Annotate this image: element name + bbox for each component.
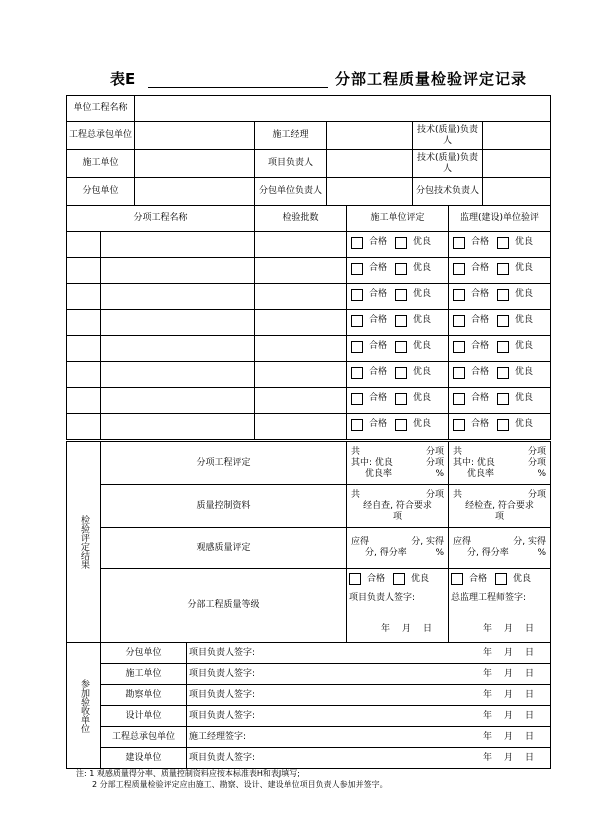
checkbox-icon[interactable] [497, 289, 509, 301]
grade-right-cell [449, 569, 551, 643]
construction-eval-cell [347, 362, 449, 388]
participant-row [67, 727, 551, 748]
construction-unit-field[interactable] [135, 150, 255, 178]
item-index-cell[interactable] [67, 284, 101, 310]
participant-unit: 建设单位 [101, 748, 187, 769]
eval-text: 经检查, 符合要求 [465, 500, 534, 511]
eval-text: 分项 [425, 446, 444, 457]
checkbox-icon[interactable] [451, 573, 463, 585]
checkbox-icon[interactable] [495, 573, 507, 585]
item-index-cell[interactable] [67, 232, 101, 258]
participant-unit: 工程总承包单位 [101, 727, 187, 748]
eval-text: % [537, 548, 546, 558]
participant-unit: 分包单位 [101, 643, 187, 664]
supervision-eval-cell [449, 310, 551, 336]
batch-count-cell[interactable] [255, 388, 347, 414]
checkbox-icon[interactable] [453, 263, 465, 275]
checkbox-icon[interactable] [453, 237, 465, 249]
eval-text: 应得 [351, 537, 370, 547]
sign-date[interactable]: 年 月 日 [482, 689, 534, 700]
construction-eval-cell [347, 414, 449, 440]
sign-label: 项目负责人签字: [189, 668, 256, 679]
eval-text: 分项 [527, 457, 546, 468]
item-row [67, 232, 551, 258]
general-contractor-label: 工程总承包单位 [67, 122, 135, 150]
checkbox-icon[interactable] [349, 573, 361, 585]
participant-row [67, 748, 551, 769]
grade-left-cell [347, 569, 449, 643]
eval-left-cell[interactable] [347, 442, 449, 485]
items-table [66, 205, 551, 440]
item-row [67, 362, 551, 388]
item-row [67, 310, 551, 336]
col-header-construction-eval: 施工单位评定 [347, 206, 449, 232]
item-index-cell[interactable] [67, 414, 101, 440]
participant-unit: 施工单位 [101, 664, 187, 685]
unit-project-name-label: 单位工程名称 [67, 96, 135, 122]
eval-text: 分项 [527, 489, 546, 500]
eval-text: 项 [494, 511, 504, 522]
checkbox-icon[interactable] [453, 341, 465, 353]
header-table [66, 95, 551, 206]
note-1: 注: 1 观感质量得分率、质量控制资料应按本标准表H和表J填写; [76, 769, 300, 778]
checkbox-icon[interactable] [497, 263, 509, 275]
batch-count-cell[interactable] [255, 258, 347, 284]
batch-count-cell[interactable] [255, 232, 347, 258]
participant-row [67, 643, 551, 664]
item-name-cell[interactable] [101, 336, 255, 362]
checkbox-icon[interactable] [395, 419, 407, 431]
item-index-cell[interactable] [67, 388, 101, 414]
checkbox-icon[interactable] [395, 341, 407, 353]
construction-option-excellent[interactable]: 优良 [395, 341, 431, 353]
evaluation-table [66, 441, 551, 643]
item-name-cell[interactable] [101, 284, 255, 310]
grade-left-excellent[interactable]: 优良 [393, 573, 429, 585]
unit-project-name-field[interactable] [135, 96, 551, 122]
supervision-eval-cell [449, 336, 551, 362]
checkbox-icon[interactable] [395, 315, 407, 327]
grade-left-pass[interactable]: 合格 [349, 573, 385, 585]
item-row [67, 258, 551, 284]
sign-date[interactable]: 年 月 日 [482, 752, 534, 763]
grade-right-excellent[interactable]: 优良 [495, 573, 531, 585]
construction-option-excellent[interactable]: 优良 [395, 315, 431, 327]
eval-text: 经自查, 符合要求 [363, 500, 432, 511]
supervision-eval-cell [449, 258, 551, 284]
eval-text: 应得 [453, 537, 472, 547]
participants-side-label: 参加验收单位 [67, 643, 101, 769]
construction-manager-label: 施工经理 [255, 122, 327, 150]
sub-tech-lead-label: 分包技术负责人 [413, 178, 483, 206]
checkbox-icon[interactable] [351, 367, 363, 379]
participant-sign-cell[interactable] [187, 664, 551, 685]
construction-unit-label: 施工单位 [67, 150, 135, 178]
construction-eval-cell [347, 284, 449, 310]
batch-count-cell[interactable] [255, 284, 347, 310]
item-index-cell[interactable] [67, 258, 101, 284]
supervision-option-pass[interactable]: 合格 [453, 393, 489, 405]
title-main: 分部工程质量检验评定记录 [335, 70, 528, 88]
checkbox-icon[interactable] [395, 237, 407, 249]
item-row [67, 336, 551, 362]
eval-text: 分, 得分率 [365, 548, 407, 558]
construction-eval-cell [347, 258, 449, 284]
checkbox-icon[interactable] [351, 341, 363, 353]
checkbox-icon[interactable] [351, 419, 363, 431]
eval-left-cell[interactable] [347, 485, 449, 528]
checkbox-icon[interactable] [497, 237, 509, 249]
supervision-option-pass[interactable]: 合格 [453, 419, 489, 431]
grade-label: 分部工程质量等级 [101, 569, 347, 643]
checkbox-icon[interactable] [453, 289, 465, 301]
eval-text: % [537, 468, 546, 479]
sub-lead-label: 分包单位负责人 [255, 178, 327, 206]
construction-eval-cell [347, 388, 449, 414]
title-prefix: 表E [110, 70, 136, 88]
construction-option-excellent[interactable]: 优良 [395, 289, 431, 301]
sign-date[interactable]: 年 月 日 [482, 731, 534, 742]
batch-count-cell[interactable] [255, 336, 347, 362]
checkbox-icon[interactable] [453, 419, 465, 431]
construction-option-pass[interactable]: 合格 [351, 237, 387, 249]
eval-text: 其中: 优良 [453, 457, 495, 468]
item-name-cell[interactable] [101, 388, 255, 414]
construction-option-pass[interactable]: 合格 [351, 367, 387, 379]
eval-text: 分, 实得 [411, 537, 444, 547]
construction-option-pass[interactable]: 合格 [351, 341, 387, 353]
eval-text: 分项 [425, 457, 444, 468]
item-name-cell[interactable] [101, 232, 255, 258]
left-date[interactable]: 年 月 日 [380, 624, 432, 634]
eval-text: 共 [351, 446, 361, 457]
checkbox-icon[interactable] [497, 367, 509, 379]
checkbox-icon[interactable] [453, 393, 465, 405]
checkbox-icon[interactable] [393, 573, 405, 585]
participant-unit: 勘察单位 [101, 685, 187, 706]
tech-lead2-label: 技术(质量)负责人 [413, 150, 483, 178]
grade-right-pass[interactable]: 合格 [451, 573, 487, 585]
checkbox-icon[interactable] [497, 419, 509, 431]
participant-sign-cell[interactable] [187, 643, 551, 664]
eval-text: 分, 实得 [513, 537, 546, 547]
col-header-batch-count: 检验批数 [255, 206, 347, 232]
participant-row [67, 706, 551, 727]
supervision-option-pass[interactable]: 合格 [453, 237, 489, 249]
sub-lead-field[interactable] [327, 178, 413, 206]
eval-row-label: 分项工程评定 [101, 442, 347, 485]
eval-text: 其中: 优良 [351, 457, 393, 468]
construction-option-excellent[interactable]: 优良 [395, 419, 431, 431]
checkbox-icon[interactable] [351, 237, 363, 249]
item-name-cell[interactable] [101, 258, 255, 284]
item-name-cell[interactable] [101, 362, 255, 388]
construction-option-excellent[interactable]: 优良 [395, 393, 431, 405]
eval-right-cell[interactable] [449, 442, 551, 485]
sub-tech-lead-field[interactable] [483, 178, 551, 206]
participant-row [67, 664, 551, 685]
sign-label: 项目负责人签字: [189, 647, 256, 658]
construction-eval-cell [347, 232, 449, 258]
construction-option-excellent[interactable]: 优良 [395, 263, 431, 275]
supervision-option-pass[interactable]: 合格 [453, 315, 489, 327]
tech-lead2-field[interactable] [483, 150, 551, 178]
participant-unit: 设计单位 [101, 706, 187, 727]
sub-unit-field[interactable] [135, 178, 255, 206]
participant-sign-cell[interactable] [187, 748, 551, 769]
sign-date[interactable]: 年 月 日 [482, 668, 534, 679]
sign-label: 项目负责人签字: [189, 752, 256, 763]
checkbox-icon[interactable] [351, 315, 363, 327]
eval-right-cell[interactable] [449, 485, 551, 528]
checkbox-icon[interactable] [497, 341, 509, 353]
supervision-option-excellent[interactable]: 优良 [497, 367, 533, 379]
sign-label: 施工经理签字: [189, 731, 247, 742]
item-index-cell[interactable] [67, 336, 101, 362]
eval-text: 共 [453, 446, 463, 457]
participant-sign-cell[interactable] [187, 706, 551, 727]
item-name-cell[interactable] [101, 310, 255, 336]
item-row [67, 284, 551, 310]
participant-sign-cell[interactable] [187, 685, 551, 706]
item-name-cell[interactable] [101, 414, 255, 440]
supervision-eval-cell [449, 362, 551, 388]
right-sign-label: 总监理工程师签字: [451, 593, 527, 603]
eval-right-cell[interactable] [449, 528, 551, 569]
supervision-option-pass[interactable]: 合格 [453, 289, 489, 301]
supervision-option-excellent[interactable]: 优良 [497, 393, 533, 405]
supervision-eval-cell [449, 388, 551, 414]
supervision-eval-cell [449, 284, 551, 310]
supervision-option-excellent[interactable]: 优良 [497, 341, 533, 353]
checkbox-icon[interactable] [351, 393, 363, 405]
eval-text: 优良率 [467, 468, 495, 479]
right-date[interactable]: 年 月 日 [482, 624, 534, 634]
supervision-option-excellent[interactable]: 优良 [497, 315, 533, 327]
eval-text: % [435, 468, 444, 479]
tech-lead-label: 技术(质量)负责人 [413, 122, 483, 150]
supervision-eval-cell [449, 232, 551, 258]
general-contractor-field[interactable] [135, 122, 255, 150]
supervision-eval-cell [449, 414, 551, 440]
eval-text: 分项 [425, 489, 444, 500]
eval-text: 共 [453, 489, 463, 500]
checkbox-icon[interactable] [497, 315, 509, 327]
supervision-option-pass[interactable]: 合格 [453, 367, 489, 379]
construction-option-pass[interactable]: 合格 [351, 419, 387, 431]
construction-option-pass[interactable]: 合格 [351, 315, 387, 327]
title-blank-line[interactable] [148, 87, 328, 88]
sign-label: 项目负责人签字: [189, 710, 256, 721]
eval-row-label: 质量控制资料 [101, 485, 347, 528]
eval-text: 项 [392, 511, 402, 522]
construction-eval-cell [347, 336, 449, 362]
checkbox-icon[interactable] [497, 393, 509, 405]
checkbox-icon[interactable] [453, 315, 465, 327]
participant-sign-cell[interactable] [187, 727, 551, 748]
construction-manager-field[interactable] [327, 122, 413, 150]
eval-text: 优良率 [365, 468, 393, 479]
eval-text: % [435, 548, 444, 558]
tech-lead-field[interactable] [483, 122, 551, 150]
note-2: 2 分部工程质量检验评定应由施工、勘察、设计、建设单位项目负责人参加并签字。 [92, 780, 388, 789]
item-row [67, 388, 551, 414]
eval-text: 共 [351, 489, 361, 500]
checkbox-icon[interactable] [453, 367, 465, 379]
eval-text: 分, 得分率 [467, 548, 509, 558]
construction-option-pass[interactable]: 合格 [351, 263, 387, 275]
col-header-item-name: 分项工程名称 [67, 206, 255, 232]
batch-count-cell[interactable] [255, 310, 347, 336]
checkbox-icon[interactable] [351, 289, 363, 301]
supervision-option-excellent[interactable]: 优良 [497, 263, 533, 275]
item-row [67, 414, 551, 440]
document-title [0, 68, 590, 92]
evaluation-side-label: 检验评定结果 [67, 442, 101, 643]
checkbox-icon[interactable] [351, 263, 363, 275]
batch-count-cell[interactable] [255, 362, 347, 388]
supervision-option-excellent[interactable]: 优良 [497, 419, 533, 431]
supervision-option-pass[interactable]: 合格 [453, 263, 489, 275]
left-sign-label: 项目负责人签字: [349, 593, 416, 603]
sign-label: 项目负责人签字: [189, 689, 256, 700]
checkbox-icon[interactable] [395, 367, 407, 379]
checkbox-icon[interactable] [395, 263, 407, 275]
construction-option-excellent[interactable]: 优良 [395, 237, 431, 249]
construction-option-pass[interactable]: 合格 [351, 289, 387, 301]
participants-table [66, 642, 551, 769]
participant-row [67, 685, 551, 706]
sign-date[interactable]: 年 月 日 [482, 710, 534, 721]
project-lead-field[interactable] [327, 150, 413, 178]
construction-option-pass[interactable]: 合格 [351, 393, 387, 405]
checkbox-icon[interactable] [395, 289, 407, 301]
construction-option-excellent[interactable]: 优良 [395, 367, 431, 379]
item-index-cell[interactable] [67, 310, 101, 336]
eval-left-cell[interactable] [347, 528, 449, 569]
eval-row-label: 观感质量评定 [101, 528, 347, 569]
project-lead-label: 项目负责人 [255, 150, 327, 178]
checkbox-icon[interactable] [395, 393, 407, 405]
sign-date[interactable]: 年 月 日 [482, 647, 534, 658]
supervision-option-excellent[interactable]: 优良 [497, 237, 533, 249]
item-index-cell[interactable] [67, 362, 101, 388]
col-header-supervision-eval: 监理(建设)单位验评 [449, 206, 551, 232]
supervision-option-excellent[interactable]: 优良 [497, 289, 533, 301]
sub-unit-label: 分包单位 [67, 178, 135, 206]
supervision-option-pass[interactable]: 合格 [453, 341, 489, 353]
construction-eval-cell [347, 310, 449, 336]
batch-count-cell[interactable] [255, 414, 347, 440]
eval-text: 分项 [527, 446, 546, 457]
